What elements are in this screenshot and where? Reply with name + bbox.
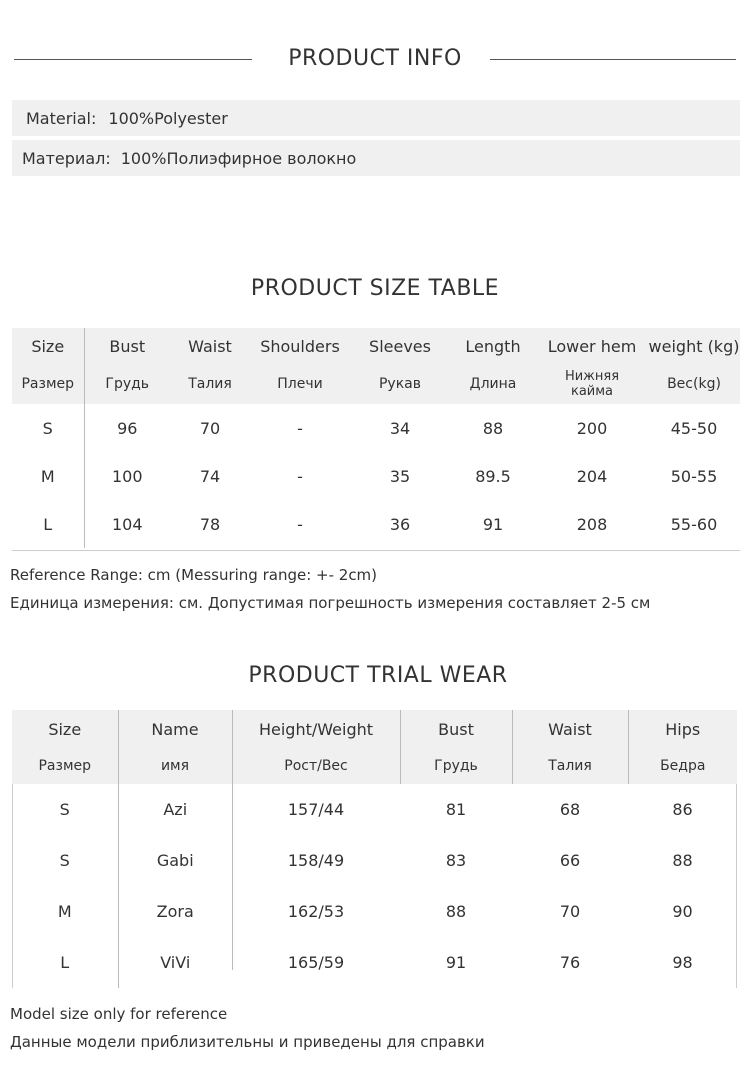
product-info-title: PRODUCT INFO <box>288 46 462 71</box>
size-cell: 55-60 <box>670 514 718 534</box>
trial-cell: 91 <box>445 953 467 972</box>
size-header-ru-cell: Размер <box>12 364 84 404</box>
trial-cell: Azi <box>118 784 232 835</box>
size-note-ru: Единица измерения: см. Допустимая погрешность измерения составляет 2-5 см <box>10 594 651 612</box>
trial-table <box>12 710 737 988</box>
trial-cell: 90 <box>672 902 693 921</box>
trial-header-en-cell: Bust <box>400 710 512 748</box>
size-cell: 70 <box>199 418 221 438</box>
trial-header-ru-cell: Размер <box>12 748 118 784</box>
trial-header-ru-cell: имя <box>118 748 232 784</box>
size-header-ru-cell: Длина <box>450 364 536 404</box>
size-cell: 208 <box>576 514 608 534</box>
size-header-en-cell: Shoulders <box>250 328 350 364</box>
trial-wear-title: PRODUCT TRIAL WEAR <box>248 663 508 688</box>
size-header-ru-cell: Талия <box>170 364 250 404</box>
trial-cell: 86 <box>672 800 693 819</box>
size-table-bottom-rule <box>12 550 740 551</box>
size-header-en-cell: Size <box>12 328 84 364</box>
size-cell: 96 <box>84 404 170 452</box>
trial-cell: M <box>57 902 72 921</box>
trial-cell: 70 <box>559 902 581 921</box>
size-cell: L <box>43 514 53 534</box>
material-label-en: Material: <box>26 108 97 128</box>
size-cell: 200 <box>576 418 608 438</box>
trial-cell: 98 <box>672 953 693 972</box>
trial-cell: Gabi <box>118 835 232 886</box>
trial-header-ru-cell: Грудь <box>400 748 512 784</box>
trial-cell: 68 <box>559 800 581 819</box>
table-row <box>12 784 737 835</box>
size-table <box>12 328 740 548</box>
size-cell: 36 <box>389 514 411 534</box>
size-cell: 91 <box>482 514 504 534</box>
size-header-ru-cell: Вес(kg) <box>648 364 740 404</box>
table-row <box>12 404 740 452</box>
trial-cell: ViVi <box>118 937 232 988</box>
size-header-ru-cell: Плечи <box>250 364 350 404</box>
size-header-ru <box>12 364 740 404</box>
trial-cell: Zora <box>118 886 232 937</box>
trial-cell: 76 <box>559 953 581 972</box>
trial-cell: 165/59 <box>287 953 345 972</box>
trial-header-ru <box>12 748 737 784</box>
trial-name-column-rule <box>232 784 233 970</box>
material-value-ru: 100%Полиэфирное волокно <box>120 148 357 168</box>
size-cell: 204 <box>576 466 608 486</box>
trial-cell: 158/49 <box>287 851 345 870</box>
size-header-ru-cell: Грудь <box>84 364 170 404</box>
trial-header-en-cell: Size <box>12 710 118 748</box>
trial-cell: 88 <box>672 851 693 870</box>
trial-header-en-cell: Waist <box>512 710 628 748</box>
size-header-en-cell: Sleeves <box>350 328 450 364</box>
size-table-title: PRODUCT SIZE TABLE <box>250 276 500 301</box>
size-cell: 45-50 <box>670 418 718 438</box>
material-row-ru <box>12 140 740 176</box>
material-label-ru: Материал: <box>22 148 111 168</box>
size-cell: 100 <box>84 452 170 500</box>
size-note-en: Reference Range: cm (Messuring range: +- 2cm) <box>10 566 378 584</box>
table-row <box>12 500 740 548</box>
table-row <box>12 835 737 886</box>
trial-note-ru: Данные модели приблизительны и приведены для справки <box>10 1033 485 1051</box>
size-cell: 34 <box>389 418 411 438</box>
trial-cell: 81 <box>445 800 467 819</box>
size-header-en-cell: Lower hem <box>536 328 648 364</box>
size-cell: - <box>297 466 303 486</box>
size-header-ru-cell: Рукав <box>350 364 450 404</box>
size-cell: 78 <box>199 514 221 534</box>
trial-header-en-cell: Height/Weight <box>232 710 400 748</box>
trial-cell: L <box>60 953 70 972</box>
trial-note-en: Model size only for reference <box>10 1005 228 1023</box>
table-row <box>12 452 740 500</box>
trial-header-en-cell: Hips <box>628 710 737 748</box>
size-header-en-cell: weight (kg) <box>648 328 740 364</box>
trial-header-ru-cell: Рост/Вес <box>232 748 400 784</box>
size-cell: - <box>297 418 303 438</box>
trial-cell: 157/44 <box>287 800 345 819</box>
size-header-ru-cell: Нижняя кайма <box>536 364 648 404</box>
size-header-en-cell: Bust <box>84 328 170 364</box>
trial-cell: 66 <box>559 851 581 870</box>
size-cell: S <box>42 418 53 438</box>
trial-header-en <box>12 710 737 748</box>
table-row <box>12 886 737 937</box>
size-cell: M <box>40 466 55 486</box>
trial-cell: S <box>59 851 70 870</box>
material-value-en: 100%Polyester <box>108 108 228 128</box>
size-cell: - <box>297 514 303 534</box>
material-row-en <box>12 100 740 136</box>
size-header-en-cell: Length <box>450 328 536 364</box>
size-cell: 88 <box>482 418 504 438</box>
size-header-en <box>12 328 740 364</box>
trial-header-ru-cell: Талия <box>512 748 628 784</box>
size-cell: 35 <box>389 466 411 486</box>
size-header-en-cell: Waist <box>170 328 250 364</box>
trial-header-en-cell: Name <box>118 710 232 748</box>
table-row <box>12 937 737 988</box>
trial-cell: 88 <box>445 902 467 921</box>
trial-header-ru-cell: Бедра <box>628 748 737 784</box>
size-cell: 74 <box>199 466 221 486</box>
trial-cell: 83 <box>445 851 467 870</box>
trial-cell: 162/53 <box>287 902 345 921</box>
title-rule-right <box>490 59 736 60</box>
size-cell: 104 <box>84 500 170 548</box>
trial-cell: S <box>59 800 70 819</box>
size-cell: 50-55 <box>670 466 718 486</box>
size-cell: 89.5 <box>475 466 511 486</box>
